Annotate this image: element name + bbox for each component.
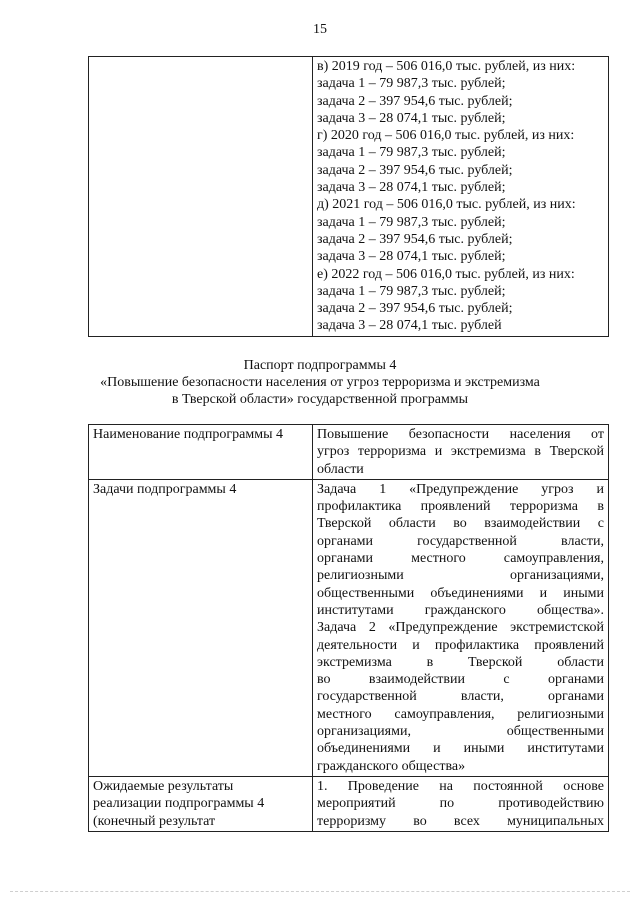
table-row [89, 479, 609, 776]
cell-text-line: Задачи подпрограммы 4 [93, 481, 237, 497]
cell-text-line: мероприятий по противодействию [317, 796, 604, 812]
funding-table [88, 56, 609, 337]
funding-line: задача 2 – 397 954,6 тыс. рублей; [317, 162, 513, 178]
label-cell-name [89, 425, 313, 480]
cell-text-line: институтами гражданского общества». [317, 602, 604, 618]
cell-text-line: Тверской области во взаимодействии с [317, 516, 604, 532]
cell-text-line: государственной власти, органами [317, 689, 604, 705]
passport-table [88, 424, 609, 832]
cell-text-line: (конечный результат [93, 813, 216, 829]
cell-text-line: экстремизма в Тверской области [317, 654, 604, 670]
cell-text-line: местного самоуправления, религиозными [317, 706, 604, 722]
cell-text-line: деятельности и профилактика проявлений [317, 637, 604, 653]
funding-line: д) 2021 год – 506 016,0 тыс. рублей, из них: [317, 197, 576, 213]
table-row [89, 425, 609, 480]
cell-text-line: терроризму во всех муниципальных [317, 813, 604, 829]
value-cell-results [313, 776, 609, 831]
empty-left-cell [89, 57, 313, 337]
cell-text-line: Задача 2 «Предупреждение экстремистской [317, 620, 604, 636]
funding-line: задача 1 – 79 987,3 тыс. рублей; [317, 145, 506, 161]
passport-title-line-1: Паспорт подпрограммы 4 [243, 358, 397, 373]
table-row [89, 776, 609, 831]
cell-text-line: Ожидаемые результаты [93, 778, 234, 794]
value-cell-tasks [313, 479, 609, 776]
passport-title-line-2: «Повышение безопасности населения от угроз терроризма и экстремизма [100, 375, 540, 390]
cell-text-line: реализации подпрограммы 4 [93, 796, 265, 812]
page-number: 15 [313, 22, 327, 37]
cell-text-line: объединениями и иными институтами [317, 741, 604, 757]
label-cell-tasks [89, 479, 313, 776]
funding-line: задача 2 – 397 954,6 тыс. рублей; [317, 301, 513, 317]
funding-line: задача 2 – 397 954,6 тыс. рублей; [317, 93, 513, 109]
cell-text-line: 1. Проведение на постоянной основе [317, 778, 604, 794]
cell-text-line: Задача 1 «Предупреждение угроз и [317, 481, 604, 497]
cell-text-line: во взаимодействии с органами [317, 672, 604, 688]
cell-text-line: гражданского общества» [317, 758, 466, 774]
funding-cell [313, 57, 609, 337]
table-row [89, 57, 609, 337]
cell-text-line: Повышение безопасности населения от [317, 427, 604, 442]
funding-line: задача 2 – 397 954,6 тыс. рублей; [317, 231, 513, 247]
cell-text-line: религиозными организациями, [317, 568, 604, 584]
cell-text-line: профилактика проявлений терроризма в [317, 499, 604, 515]
funding-line: задача 1 – 79 987,3 тыс. рублей; [317, 214, 506, 230]
page-edge-line [10, 891, 630, 892]
cell-text-line: угроз терроризма и экстремизма в Тверской [317, 444, 604, 460]
funding-line: г) 2020 год – 506 016,0 тыс. рублей, из них: [317, 128, 575, 144]
funding-line: задача 1 – 79 987,3 тыс. рублей; [317, 283, 506, 299]
funding-line: задача 3 – 28 074,1 тыс. рублей; [317, 180, 506, 196]
cell-text-line: организациями, общественными [317, 724, 604, 740]
funding-line: е) 2022 год – 506 016,0 тыс. рублей, из них: [317, 266, 575, 282]
cell-text-line: области [317, 461, 364, 477]
cell-text-line: органами местного самоуправления, [317, 551, 604, 567]
funding-line: задача 3 – 28 074,1 тыс. рублей [317, 318, 502, 334]
funding-line: задача 1 – 79 987,3 тыс. рублей; [317, 76, 506, 92]
cell-text-line: органами государственной власти, [317, 533, 604, 549]
label-cell-results [89, 776, 313, 831]
funding-line: задача 3 – 28 074,1 тыс. рублей; [317, 110, 506, 126]
value-cell-name [313, 425, 609, 480]
cell-text-line: общественными объединениями и иными [317, 585, 604, 601]
passport-title-line-3: в Тверской области» государственной программы [171, 392, 469, 407]
cell-text-line: Наименование подпрограммы 4 [93, 427, 284, 442]
funding-line: задача 3 – 28 074,1 тыс. рублей; [317, 249, 506, 265]
funding-line: в) 2019 год – 506 016,0 тыс. рублей, из них: [317, 59, 576, 74]
